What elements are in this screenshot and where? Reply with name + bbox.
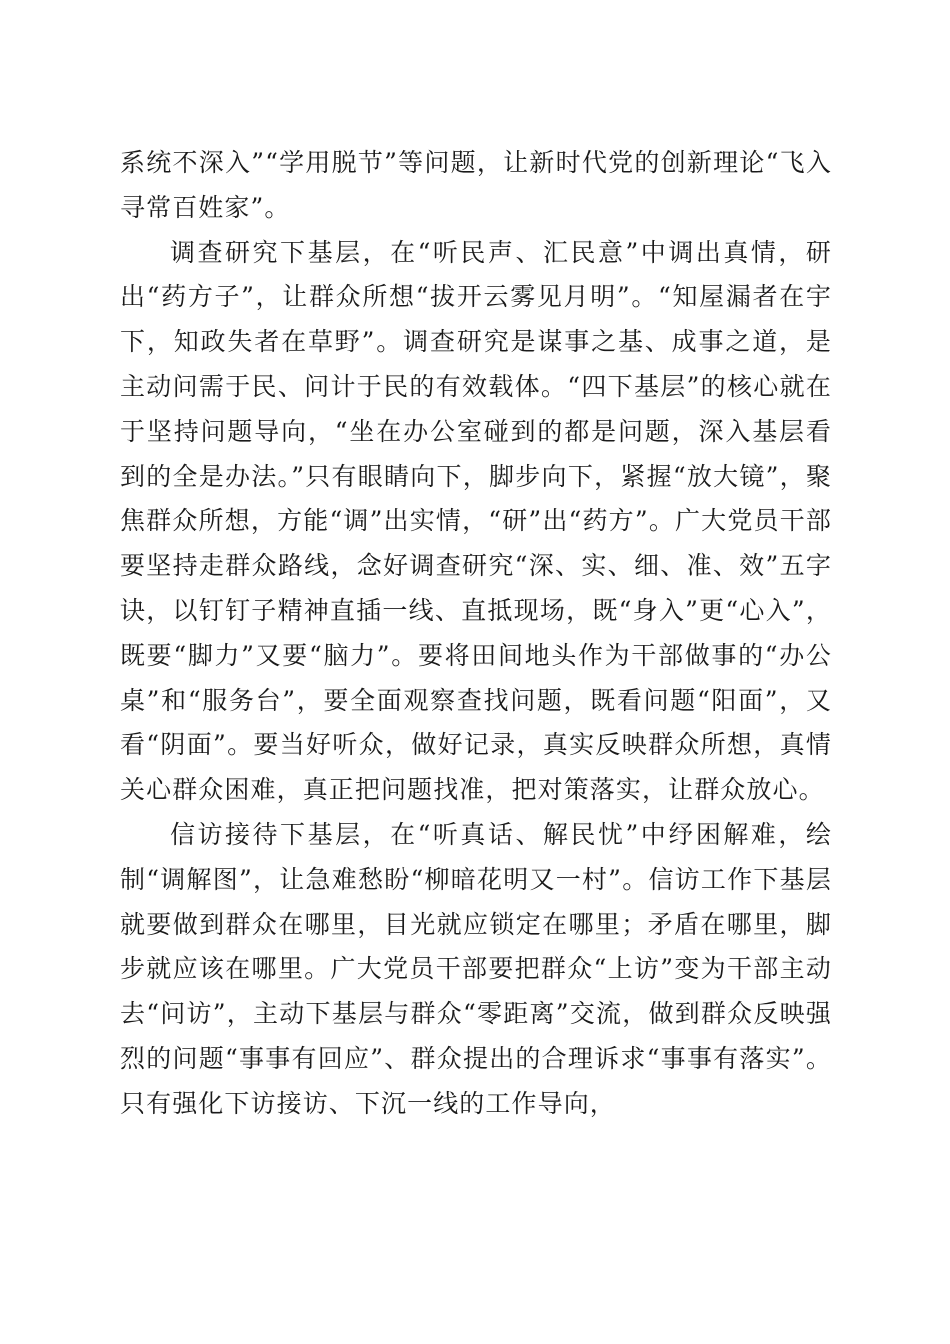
paragraph-research: 调查研究下基层，在“听民声、汇民意”中调出真情，研出“药方子”，让群众所想“拔开云雾见月明”。“知屋漏者在宇下，知政失者在草野”。调查研究是谋事之基、成事之道，是主动问需于民、问计于民的有效载体。“四下基层”的核心就在于坚持问题导向，“坐在办公室碰到的都是问题，深入基层看到的全是办法。”只有眼睛向下，脚步向下，紧握“放大镜”，聚焦群众所想，方能“调”出实情，“研”出“药方”。广大党员干部要坚持走群众路线，念好调查研究“深、实、细、准、效”五字诀，以钉钉子精神直插一线、直抵现场，既“身入”更“心入”，既要“脚力”又要“脑力”。要将田间地头作为干部做事的“办公桌”和“服务台”，要全面观察查找问题，既看问题“阳面”，又看“阴面”。要当好听众，做好记录，真实反映群众所想，真情关心群众困难，真正把问题找准，把对策落实，让群众放心。 xyxy=(120,237,832,805)
document-body xyxy=(120,141,832,1127)
paragraph-petition: 信访接待下基层，在“听真话、解民忧”中纾困解难，绘制“调解图”，让急难愁盼“柳暗花明又一村”。信访工作下基层就要做到群众在哪里，目光就应锁定在哪里；矛盾在哪里，脚步就应该在哪里。广大党员干部要把群众“上访”变为干部主动去“问访”，主动下基层与群众“零距离”交流，做到群众反映强烈的问题“事事有回应”、群众提出的合理诉求“事事有落实”。只有强化下访接访、下沉一线的工作导向， xyxy=(120,819,832,1118)
paragraph-continuation: 系统不深入”“学用脱节”等问题，让新时代党的创新理论“飞入寻常百姓家”。 xyxy=(120,148,832,222)
